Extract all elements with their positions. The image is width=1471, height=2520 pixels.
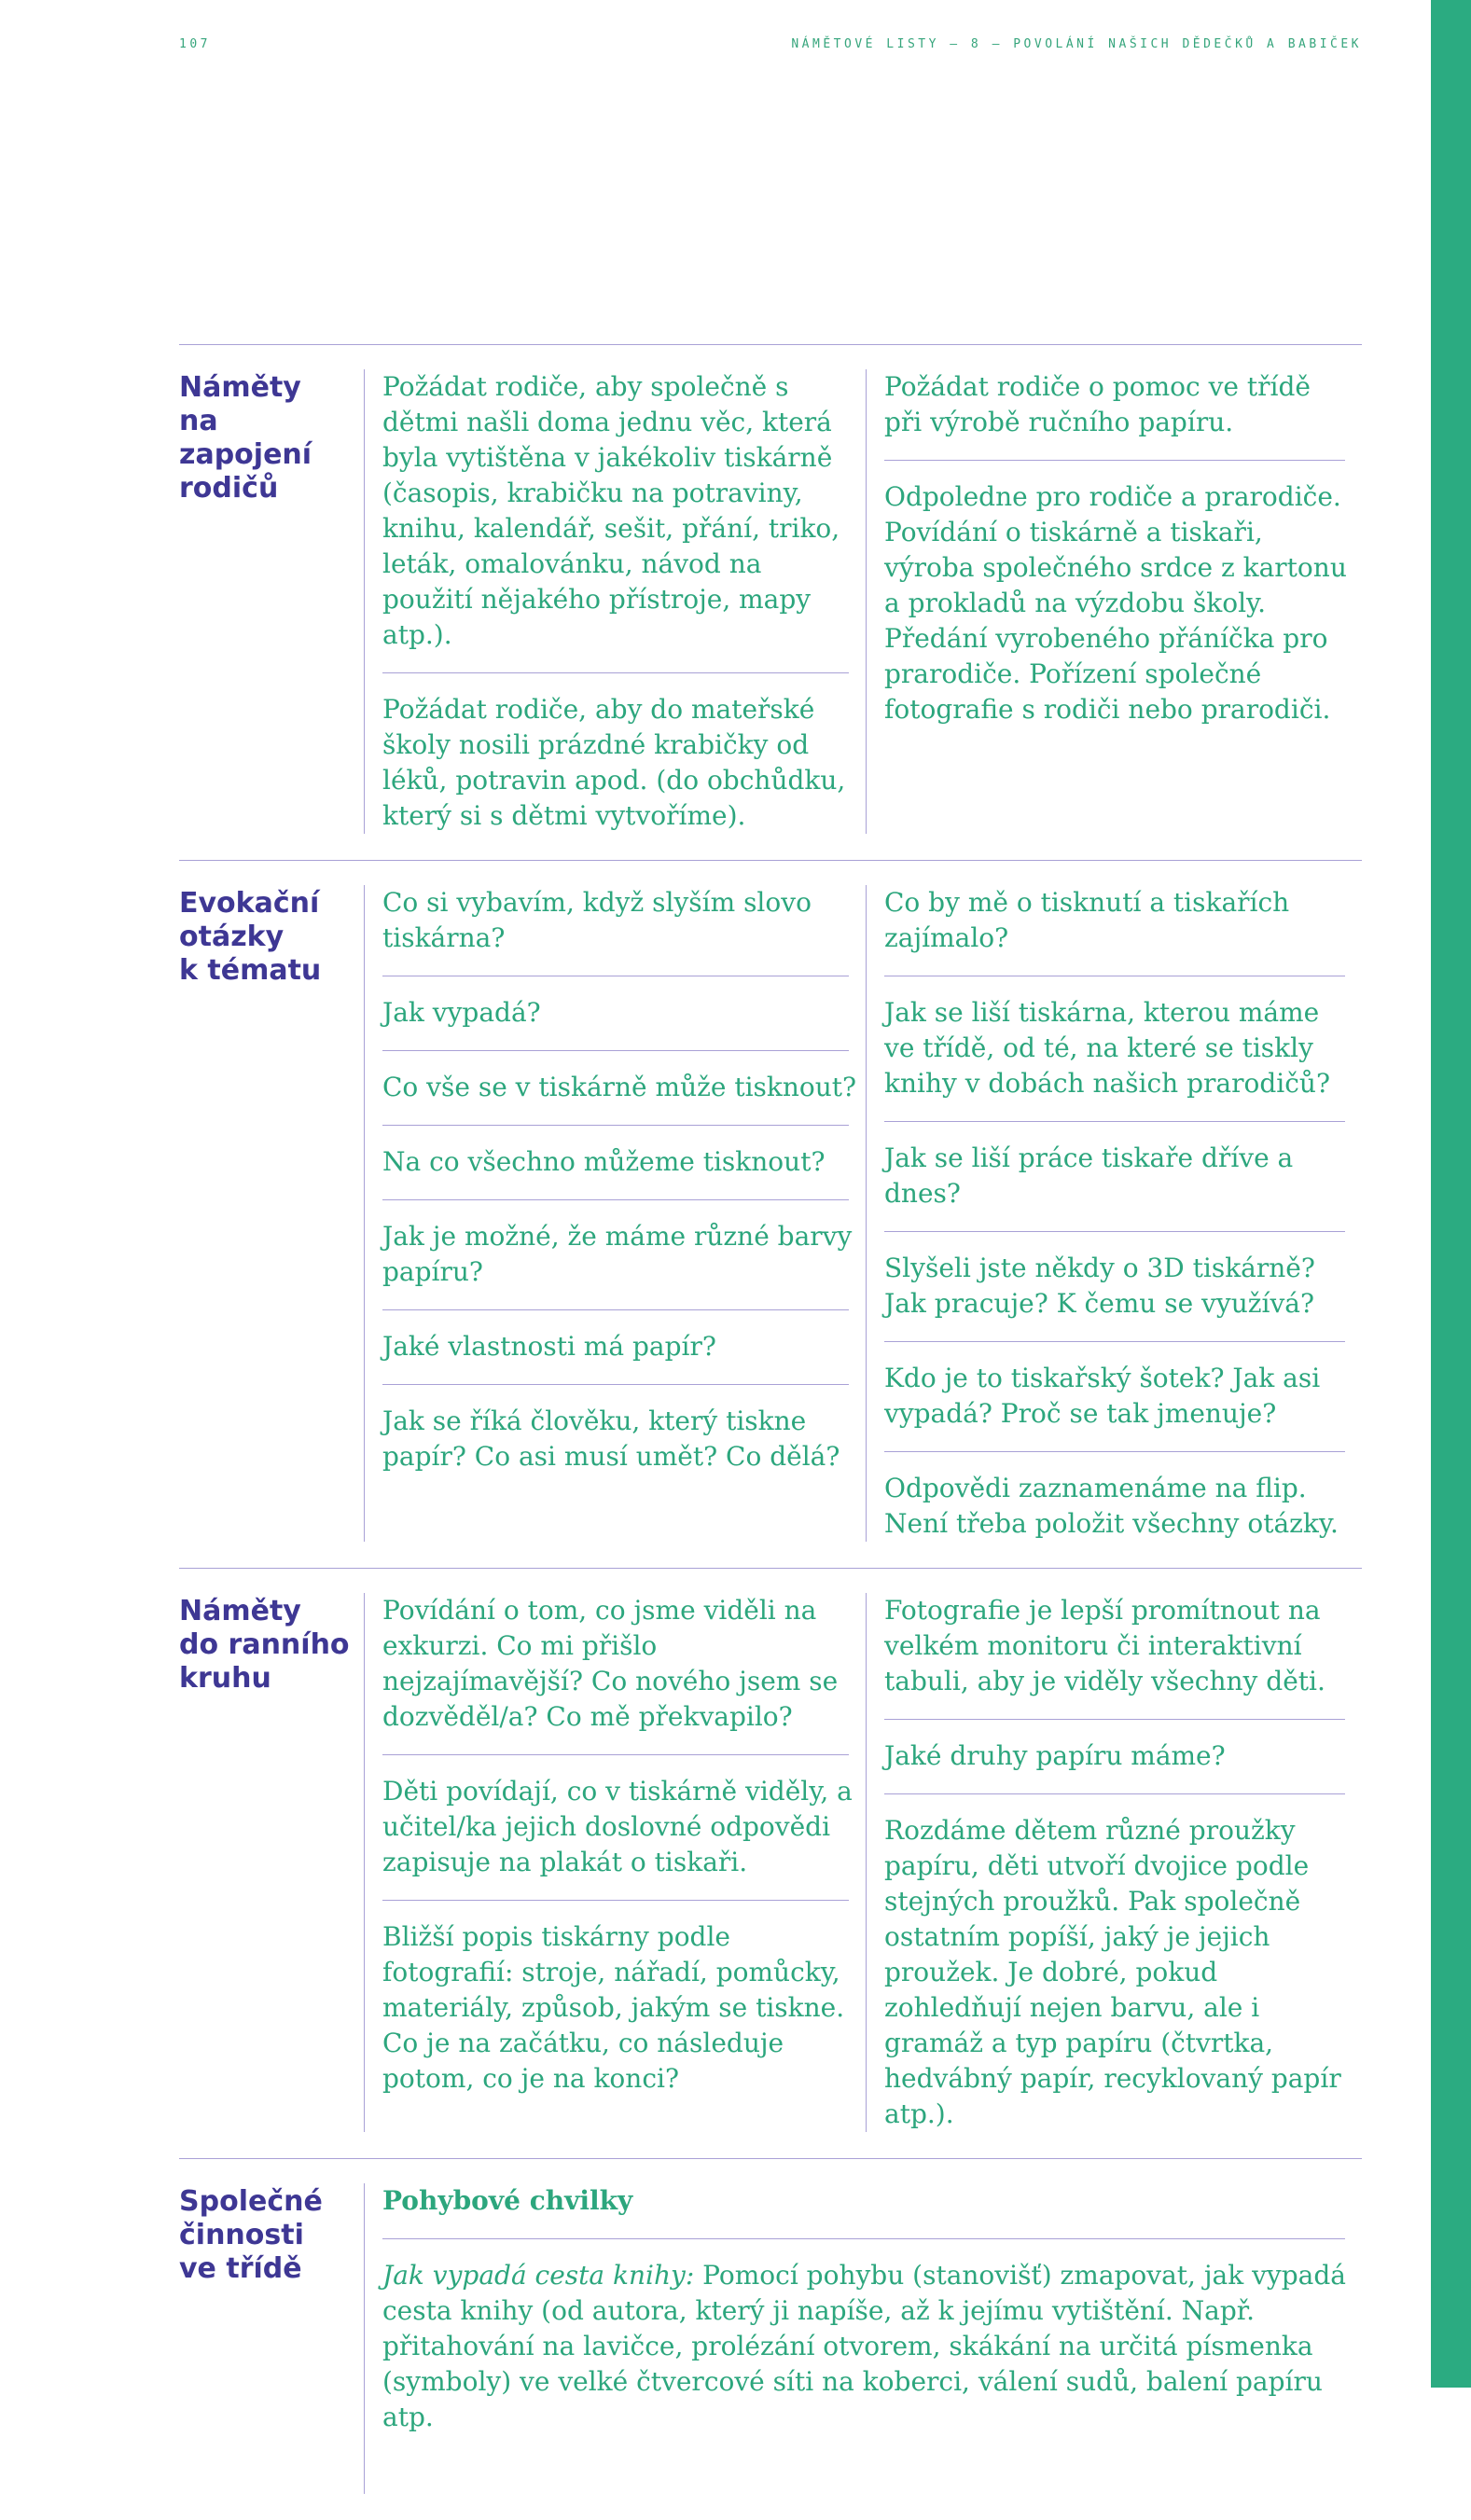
paragraph: Slyšeli jste někdy o 3D tiskárně? Jak pracuje? K čemu se využívá? [884,1253,1315,1319]
item-divider [382,1199,849,1200]
paragraph: Fotografie je lepší promítnout na velkém monitoru či interaktivní tabuli, aby je viděly všechny děti. [884,1595,1325,1696]
paragraph: Požádat rodiče, aby společně s dětmi našli doma jednu věc, která byla vytištěna v jakékoliv tiskárně (časopis, krabičku na potraviny, knihu, kalendář, sešit, přání, triko, leták, omalovánku, návod na použití nějakého přístroje, mapy atp.). [382,371,840,650]
section-label-line: otázky [179,921,284,953]
item-divider [884,1121,1345,1122]
section-label [179,885,364,1542]
paragraph: Jak je možné, že máme různé barvy papíru? [382,1221,853,1287]
section-label-line: kruhu [179,1662,271,1695]
item-divider [382,1309,849,1310]
item-divider [382,1125,849,1126]
section-label-line: Evokační [179,887,320,920]
item-divider [884,1719,1345,1720]
paragraph: Co vše se v tiskárně může tisknout? [382,1072,857,1102]
section-label-line: rodičů [179,472,279,505]
section-column-2 [866,369,1362,834]
section [179,2158,1362,2520]
paragraph: Bližší popis tiskárny podle fotografií: stroje, nářadí, pomůcky, materiály, způsob, jakým se tiskne. Co je na začátku, co následuje potom, co je na konci? [382,1921,845,2094]
section-column-2 [866,1593,1362,2132]
paragraph: Jak se říká člověku, který tiskne papír? Co asi musí umět? Co dělá? [382,1405,840,1472]
paragraph: Co by mě o tisknutí a tiskařích zajímalo? [884,887,1290,953]
paragraph: Kdo je to tiskařský šotek? Jak asi vypadá? Proč se tak jmenuje? [884,1363,1321,1429]
section-label-line: Náměty [179,1595,301,1627]
item-divider [884,1231,1345,1232]
paragraph: Jak vypadá? [382,997,541,1028]
section-label-line: ve třídě [179,2252,302,2285]
paragraph: Požádat rodiče o pomoc ve třídě při výrobě ručního papíru. [884,371,1311,437]
section-label-line: k tématu [179,954,322,987]
paragraph: Na co všechno můžeme tisknout? [382,1146,826,1177]
paragraph: Jak vypadá cesta knihy: Pomocí pohybu (stanovišť) zmapovat, jak vypadá cesta knihy (od autora, který ji napíše, až k jejímu vytištění. Např. přitahování na lavičce, prolézání otvorem, skákání na určitá písmenka (symboly) ve velké čtvercové síti na koberci, válení sudů, balení papíru atp. [382,2260,1346,2432]
section-label-line: na zapojení [179,405,312,471]
paragraph: Co si vybavím, když slyším slovo tiskárna? [382,887,812,953]
item-divider [884,1793,1345,1794]
page-number: 107 [179,37,211,51]
item-divider [382,1900,849,1901]
section-label-line: činnosti [179,2219,304,2251]
item-divider [884,1341,1345,1342]
section-label-line: do ranního [179,1628,350,1661]
page-header [0,0,1471,52]
section [179,1568,1362,2158]
section-column-1 [364,885,866,1542]
paragraph: Děti povídají, co v tiskárně viděly, a učitel/ka jejich doslovné odpovědi zapisuje na plakát o tiskaři. [382,1776,853,1877]
section-label [179,369,364,834]
running-head: NÁMĚTOVÉ LISTY — 8 — POVOLÁNÍ NAŠICH DĚDEČKŮ A BABIČEK [791,37,1362,51]
item-divider [382,1384,849,1385]
section [179,344,1362,860]
paragraph: Odpovědi zaznamenáme na flip. Není třeba položit všechny otázky. [884,1473,1339,1539]
paragraph: Jaké druhy papíru máme? [884,1740,1226,1771]
item-divider [884,1451,1345,1452]
paragraph: Jaké vlastnosti má papír? [382,1331,716,1362]
content [179,344,1362,2520]
item-divider [382,2238,1345,2239]
item-divider [382,1754,849,1755]
paragraph: Jak se liší práce tiskaře dříve a dnes? [884,1142,1294,1209]
section-column-1 [364,369,866,834]
section-label-line: Společné [179,2185,323,2218]
section [179,860,1362,1568]
activity-title: Pohybové chvilky [382,2185,633,2216]
section-column-2 [866,885,1362,1542]
item-divider [382,672,849,673]
item-divider [382,1050,849,1051]
page-edge-bar [1431,0,1471,2388]
paragraph: Odpoledne pro rodiče a prarodiče. Povídání o tiskárně a tiskaři, výroba společného srdce z kartonu a prokladů na výzdobu školy. Předání vyrobeného přáníčka pro prarodiče. Pořízení společné fotografie s rodiči nebo prarodiči. [884,481,1347,725]
section-column-1 [364,1593,866,2132]
item-divider [884,460,1345,461]
section-column-1 [364,2183,1362,2494]
paragraph: Rozdáme dětem různé proužky papíru, děti utvoří dvojice podle stejných proužků. Pak společně ostatním popíší, jaký je jejich proužek. Je dobré, pokud zohledňují nejen barvu, ale i gramáž a typ papíru (čtvrtka, hedvábný papír, recyklovaný papír atp.). [884,1815,1341,2129]
paragraph: Požádat rodiče, aby do mateřské školy nosili prázdné krabičky od léků, potravin apod. (do obchůdku, který si s dětmi vytvoříme). [382,694,846,831]
paragraph-italic-lead: Jak vypadá cesta knihy: [382,2260,695,2291]
paragraph: Jak se liší tiskárna, kterou máme ve třídě, od té, na které se tiskly knihy v dobách našich prarodičů? [884,997,1330,1099]
section-label [179,1593,364,2132]
paragraph: Povídání o tom, co jsme viděli na exkurzi. Co mi přišlo nejzajímavější? Co nového jsem se dozvěděl/a? Co mě překvapilo? [382,1595,839,1732]
section-label [179,2183,364,2494]
section-label-line: Náměty [179,371,301,404]
